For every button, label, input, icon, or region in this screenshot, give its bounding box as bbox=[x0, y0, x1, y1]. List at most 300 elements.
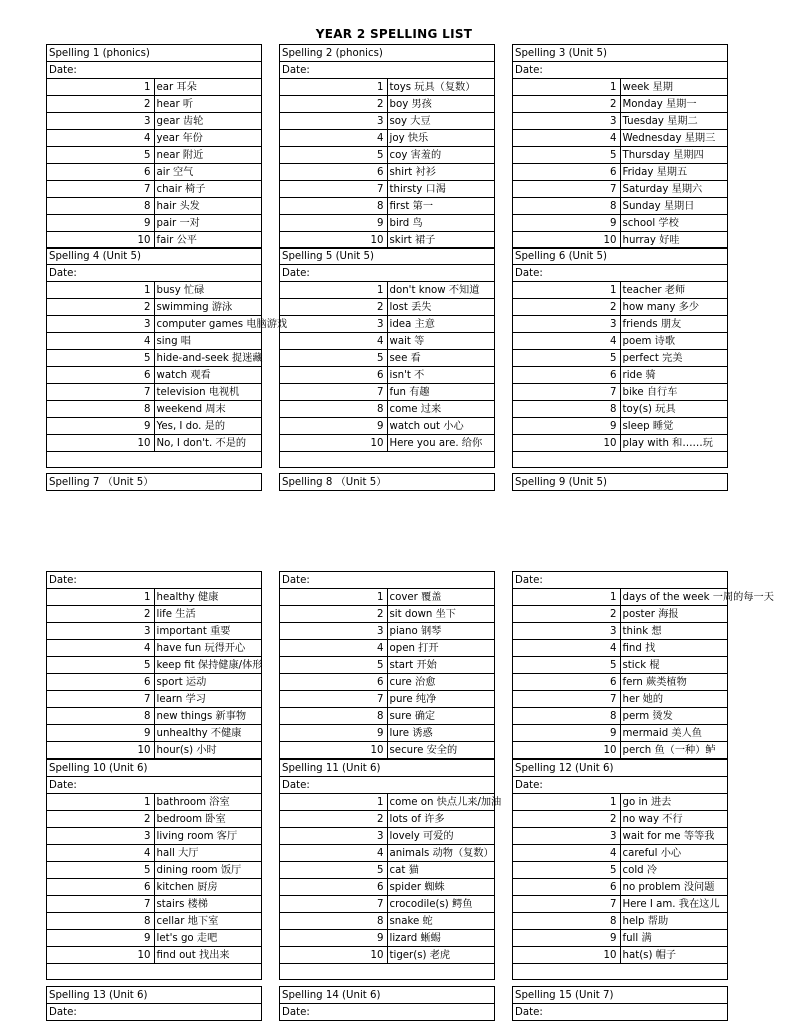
list-header: Spelling 15 (Unit 7) bbox=[513, 987, 728, 1004]
word-number: 1 bbox=[513, 589, 621, 606]
spelling-table-4-6 bbox=[46, 247, 728, 468]
list-header: Spelling 13 (Unit 6) bbox=[47, 987, 262, 1004]
word-number: 4 bbox=[513, 333, 621, 350]
word-entry: friends 朋友 bbox=[620, 316, 728, 333]
word-number: 6 bbox=[47, 164, 155, 181]
column-gap bbox=[262, 845, 280, 862]
word-number: 1 bbox=[280, 794, 388, 811]
column-gap bbox=[262, 384, 280, 401]
word-number: 6 bbox=[280, 164, 388, 181]
date-label: Date: bbox=[280, 62, 495, 79]
word-number: 6 bbox=[513, 367, 621, 384]
column-gap bbox=[262, 572, 280, 589]
blank-cell bbox=[280, 452, 495, 468]
header-row bbox=[47, 987, 728, 1004]
word-number: 7 bbox=[280, 384, 388, 401]
header-row bbox=[47, 248, 728, 265]
spelling-table-10-12 bbox=[46, 759, 728, 980]
word-row bbox=[47, 401, 728, 418]
word-entry: hear 听 bbox=[154, 96, 262, 113]
column-gap bbox=[495, 401, 513, 418]
word-entry: near 附近 bbox=[154, 147, 262, 164]
word-row bbox=[47, 418, 728, 435]
word-row bbox=[47, 708, 728, 725]
word-entry: no problem 没问题 bbox=[620, 879, 728, 896]
blank-cell bbox=[513, 964, 728, 980]
word-row bbox=[47, 913, 728, 930]
column-gap bbox=[262, 215, 280, 232]
word-number: 7 bbox=[47, 896, 155, 913]
list-header: Spelling 9 (Unit 5) bbox=[513, 474, 728, 491]
word-number: 8 bbox=[513, 401, 621, 418]
word-row bbox=[47, 282, 728, 299]
date-label: Date: bbox=[280, 777, 495, 794]
list-header: Spelling 4 (Unit 5) bbox=[47, 248, 262, 265]
column-gap bbox=[262, 913, 280, 930]
word-entry: stairs 楼梯 bbox=[154, 896, 262, 913]
column-gap bbox=[262, 418, 280, 435]
header-row bbox=[47, 760, 728, 777]
date-row bbox=[47, 1004, 728, 1021]
word-entry: fun 有趣 bbox=[387, 384, 495, 401]
word-entry: have fun 玩得开心 bbox=[154, 640, 262, 657]
column-gap bbox=[495, 1004, 513, 1021]
word-entry: new things 新事物 bbox=[154, 708, 262, 725]
word-entry: don't know 不知道 bbox=[387, 282, 495, 299]
column-gap bbox=[262, 113, 280, 130]
column-gap bbox=[495, 248, 513, 265]
column-gap bbox=[262, 367, 280, 384]
word-number: 10 bbox=[513, 742, 621, 759]
word-number: 3 bbox=[280, 623, 388, 640]
word-number: 10 bbox=[280, 435, 388, 452]
column-gap bbox=[495, 384, 513, 401]
word-entry: fern 蕨类植物 bbox=[620, 674, 728, 691]
word-entry: Monday 星期一 bbox=[620, 96, 728, 113]
word-entry: her 她的 bbox=[620, 691, 728, 708]
spelling-header-13-15 bbox=[46, 986, 728, 1021]
word-entry: Tuesday 星期二 bbox=[620, 113, 728, 130]
word-number: 7 bbox=[513, 896, 621, 913]
word-number: 4 bbox=[47, 130, 155, 147]
word-entry: open 打开 bbox=[387, 640, 495, 657]
list-header: Spelling 7 （Unit 5） bbox=[47, 474, 262, 491]
date-label: Date: bbox=[513, 777, 728, 794]
word-number: 5 bbox=[280, 862, 388, 879]
column-gap bbox=[262, 435, 280, 452]
column-gap bbox=[262, 828, 280, 845]
word-entry: healthy 健康 bbox=[154, 589, 262, 606]
word-entry: toys 玩具（复数） bbox=[387, 79, 495, 96]
word-entry: how many 多少 bbox=[620, 299, 728, 316]
word-entry: pure 纯净 bbox=[387, 691, 495, 708]
column-gap bbox=[495, 777, 513, 794]
date-label: Date: bbox=[280, 265, 495, 282]
word-entry: swimming 游泳 bbox=[154, 299, 262, 316]
word-row bbox=[47, 896, 728, 913]
word-entry: air 空气 bbox=[154, 164, 262, 181]
word-number: 6 bbox=[47, 367, 155, 384]
word-number: 8 bbox=[47, 401, 155, 418]
word-row bbox=[47, 947, 728, 964]
column-gap bbox=[262, 760, 280, 777]
word-entry: cold 冷 bbox=[620, 862, 728, 879]
word-row bbox=[47, 589, 728, 606]
word-number: 6 bbox=[47, 879, 155, 896]
word-number: 2 bbox=[513, 606, 621, 623]
word-number: 1 bbox=[47, 79, 155, 96]
spelling-table-1-3 bbox=[46, 44, 728, 249]
header-row bbox=[47, 45, 728, 62]
word-number: 8 bbox=[513, 708, 621, 725]
list-header: Spelling 10 (Unit 6) bbox=[47, 760, 262, 777]
word-number: 8 bbox=[513, 198, 621, 215]
column-gap bbox=[495, 181, 513, 198]
word-number: 4 bbox=[47, 640, 155, 657]
word-number: 1 bbox=[280, 282, 388, 299]
word-row bbox=[47, 862, 728, 879]
word-row bbox=[47, 930, 728, 947]
column-gap bbox=[495, 474, 513, 491]
word-number: 1 bbox=[47, 794, 155, 811]
column-gap bbox=[495, 215, 513, 232]
word-number: 7 bbox=[47, 181, 155, 198]
word-entry: lure 诱惑 bbox=[387, 725, 495, 742]
word-entry: bathroom 浴室 bbox=[154, 794, 262, 811]
word-number: 4 bbox=[280, 640, 388, 657]
word-entry: important 重要 bbox=[154, 623, 262, 640]
word-number: 3 bbox=[513, 316, 621, 333]
column-gap bbox=[262, 674, 280, 691]
word-entry: sleep 睡觉 bbox=[620, 418, 728, 435]
column-gap bbox=[495, 62, 513, 79]
word-number: 10 bbox=[280, 232, 388, 249]
word-entry: find 找 bbox=[620, 640, 728, 657]
column-gap bbox=[495, 589, 513, 606]
word-row bbox=[47, 828, 728, 845]
word-entry: cover 覆盖 bbox=[387, 589, 495, 606]
word-entry: joy 快乐 bbox=[387, 130, 495, 147]
word-number: 5 bbox=[47, 147, 155, 164]
column-gap bbox=[262, 282, 280, 299]
word-entry: perm 烫发 bbox=[620, 708, 728, 725]
date-label: Date: bbox=[47, 777, 262, 794]
word-entry: cure 治愈 bbox=[387, 674, 495, 691]
column-gap bbox=[495, 640, 513, 657]
column-gap bbox=[495, 452, 513, 468]
word-number: 7 bbox=[280, 896, 388, 913]
word-entry: see 看 bbox=[387, 350, 495, 367]
word-number: 2 bbox=[513, 96, 621, 113]
word-number: 3 bbox=[47, 828, 155, 845]
column-gap bbox=[495, 198, 513, 215]
word-entry: isn't 不 bbox=[387, 367, 495, 384]
word-entry: fair 公平 bbox=[154, 232, 262, 249]
word-number: 10 bbox=[47, 947, 155, 964]
column-gap bbox=[262, 198, 280, 215]
column-gap bbox=[262, 350, 280, 367]
word-number: 1 bbox=[280, 79, 388, 96]
word-number: 2 bbox=[280, 811, 388, 828]
word-number: 9 bbox=[47, 418, 155, 435]
column-gap bbox=[495, 845, 513, 862]
column-gap bbox=[262, 79, 280, 96]
list-header: Spelling 6 (Unit 5) bbox=[513, 248, 728, 265]
column-gap bbox=[262, 1004, 280, 1021]
word-number: 4 bbox=[47, 333, 155, 350]
word-entry: let's go 走吧 bbox=[154, 930, 262, 947]
word-number: 8 bbox=[47, 708, 155, 725]
word-entry: piano 钢琴 bbox=[387, 623, 495, 640]
word-number: 3 bbox=[513, 623, 621, 640]
word-entry: shirt 衬衫 bbox=[387, 164, 495, 181]
word-number: 5 bbox=[47, 862, 155, 879]
word-entry: lovely 可爱的 bbox=[387, 828, 495, 845]
word-entry: year 年份 bbox=[154, 130, 262, 147]
word-entry: spider 蜘蛛 bbox=[387, 879, 495, 896]
column-gap bbox=[262, 691, 280, 708]
word-row bbox=[47, 79, 728, 96]
column-gap bbox=[495, 947, 513, 964]
word-number: 2 bbox=[280, 606, 388, 623]
word-number: 10 bbox=[513, 232, 621, 249]
word-row bbox=[47, 333, 728, 350]
column-gap bbox=[262, 794, 280, 811]
word-entry: secure 安全的 bbox=[387, 742, 495, 759]
word-entry: lots of 许多 bbox=[387, 811, 495, 828]
word-entry: dining room 饭厅 bbox=[154, 862, 262, 879]
column-gap bbox=[262, 164, 280, 181]
word-number: 6 bbox=[280, 674, 388, 691]
column-gap bbox=[262, 725, 280, 742]
header-row bbox=[47, 474, 728, 491]
word-row bbox=[47, 130, 728, 147]
column-gap bbox=[495, 811, 513, 828]
word-number: 1 bbox=[47, 282, 155, 299]
column-gap bbox=[495, 623, 513, 640]
word-number: 1 bbox=[47, 589, 155, 606]
word-entry: gear 齿轮 bbox=[154, 113, 262, 130]
list-header: Spelling 12 (Unit 6) bbox=[513, 760, 728, 777]
word-entry: television 电视机 bbox=[154, 384, 262, 401]
word-entry: busy 忙碌 bbox=[154, 282, 262, 299]
word-number: 5 bbox=[47, 657, 155, 674]
word-row bbox=[47, 164, 728, 181]
column-gap bbox=[262, 401, 280, 418]
word-row bbox=[47, 181, 728, 198]
word-number: 9 bbox=[280, 215, 388, 232]
word-row bbox=[47, 691, 728, 708]
column-gap bbox=[495, 45, 513, 62]
word-entry: animals 动物（复数） bbox=[387, 845, 495, 862]
column-gap bbox=[495, 350, 513, 367]
word-row bbox=[47, 725, 728, 742]
word-entry: help 帮助 bbox=[620, 913, 728, 930]
word-number: 6 bbox=[513, 879, 621, 896]
word-number: 3 bbox=[280, 316, 388, 333]
column-gap bbox=[495, 113, 513, 130]
word-number: 3 bbox=[47, 113, 155, 130]
word-number: 6 bbox=[47, 674, 155, 691]
word-entry: living room 客厅 bbox=[154, 828, 262, 845]
word-entry: Sunday 星期日 bbox=[620, 198, 728, 215]
word-entry: cellar 地下室 bbox=[154, 913, 262, 930]
word-entry: stick 棍 bbox=[620, 657, 728, 674]
blank-cell bbox=[280, 964, 495, 980]
word-entry: sing 唱 bbox=[154, 333, 262, 350]
word-entry: lost 丢失 bbox=[387, 299, 495, 316]
word-number: 10 bbox=[280, 742, 388, 759]
column-gap bbox=[262, 589, 280, 606]
word-number: 3 bbox=[280, 113, 388, 130]
word-entry: Friday 星期五 bbox=[620, 164, 728, 181]
column-gap bbox=[495, 299, 513, 316]
word-row bbox=[47, 674, 728, 691]
word-entry: snake 蛇 bbox=[387, 913, 495, 930]
column-gap bbox=[495, 913, 513, 930]
word-row bbox=[47, 147, 728, 164]
column-gap bbox=[262, 879, 280, 896]
word-number: 2 bbox=[280, 299, 388, 316]
date-label: Date: bbox=[513, 62, 728, 79]
word-entry: computer games 电脑游戏 bbox=[154, 316, 262, 333]
word-entry: first 第一 bbox=[387, 198, 495, 215]
word-entry: play with 和……玩 bbox=[620, 435, 728, 452]
word-number: 2 bbox=[513, 299, 621, 316]
word-number: 10 bbox=[47, 742, 155, 759]
column-gap bbox=[495, 674, 513, 691]
word-number: 7 bbox=[280, 691, 388, 708]
word-number: 2 bbox=[513, 811, 621, 828]
word-number: 3 bbox=[513, 828, 621, 845]
column-gap bbox=[262, 265, 280, 282]
column-gap bbox=[262, 623, 280, 640]
word-entry: wait for me 等等我 bbox=[620, 828, 728, 845]
word-number: 2 bbox=[47, 96, 155, 113]
word-number: 9 bbox=[280, 930, 388, 947]
word-number: 9 bbox=[280, 418, 388, 435]
word-entry: ride 骑 bbox=[620, 367, 728, 384]
word-entry: watch 观看 bbox=[154, 367, 262, 384]
word-number: 4 bbox=[513, 130, 621, 147]
word-number: 3 bbox=[47, 623, 155, 640]
column-gap bbox=[262, 811, 280, 828]
column-gap bbox=[262, 708, 280, 725]
column-gap bbox=[495, 333, 513, 350]
word-entry: start 开始 bbox=[387, 657, 495, 674]
word-number: 8 bbox=[47, 198, 155, 215]
column-gap bbox=[262, 248, 280, 265]
column-gap bbox=[495, 164, 513, 181]
word-entry: hide-and-seek 捉迷藏 bbox=[154, 350, 262, 367]
column-gap bbox=[495, 79, 513, 96]
word-number: 2 bbox=[47, 299, 155, 316]
word-row bbox=[47, 299, 728, 316]
word-entry: days of the week 一周的每一天 bbox=[620, 589, 728, 606]
word-entry: hurray 好哇 bbox=[620, 232, 728, 249]
word-entry: sit down 坐下 bbox=[387, 606, 495, 623]
column-gap bbox=[495, 96, 513, 113]
word-entry: ear 耳朵 bbox=[154, 79, 262, 96]
date-row bbox=[47, 572, 728, 589]
word-row bbox=[47, 367, 728, 384]
word-number: 9 bbox=[47, 215, 155, 232]
word-entry: Wednesday 星期三 bbox=[620, 130, 728, 147]
word-entry: chair 椅子 bbox=[154, 181, 262, 198]
word-entry: careful 小心 bbox=[620, 845, 728, 862]
word-row bbox=[47, 198, 728, 215]
word-number: 2 bbox=[47, 606, 155, 623]
column-gap bbox=[262, 45, 280, 62]
word-entry: Saturday 星期六 bbox=[620, 181, 728, 198]
word-number: 7 bbox=[47, 384, 155, 401]
word-number: 5 bbox=[513, 657, 621, 674]
column-gap bbox=[495, 987, 513, 1004]
list-header: Spelling 8 （Unit 5） bbox=[280, 474, 495, 491]
word-number: 9 bbox=[513, 418, 621, 435]
word-number: 9 bbox=[513, 215, 621, 232]
blank-cell bbox=[513, 452, 728, 468]
word-row bbox=[47, 742, 728, 759]
column-gap bbox=[495, 265, 513, 282]
word-entry: sport 运动 bbox=[154, 674, 262, 691]
date-label: Date: bbox=[47, 62, 262, 79]
column-gap bbox=[495, 282, 513, 299]
column-gap bbox=[262, 657, 280, 674]
word-number: 4 bbox=[513, 640, 621, 657]
date-row bbox=[47, 265, 728, 282]
word-entry: teacher 老师 bbox=[620, 282, 728, 299]
word-number: 2 bbox=[280, 96, 388, 113]
word-entry: no way 不行 bbox=[620, 811, 728, 828]
word-number: 7 bbox=[513, 384, 621, 401]
word-number: 1 bbox=[280, 589, 388, 606]
date-label: Date: bbox=[47, 265, 262, 282]
page-title: YEAR 2 SPELLING LIST bbox=[315, 27, 473, 41]
word-entry: school 学校 bbox=[620, 215, 728, 232]
column-gap bbox=[495, 130, 513, 147]
word-row bbox=[47, 435, 728, 452]
column-gap bbox=[495, 435, 513, 452]
word-number: 9 bbox=[513, 725, 621, 742]
word-number: 1 bbox=[513, 282, 621, 299]
word-number: 1 bbox=[513, 79, 621, 96]
column-gap bbox=[262, 964, 280, 980]
column-gap bbox=[495, 862, 513, 879]
word-number: 5 bbox=[513, 350, 621, 367]
word-number: 9 bbox=[280, 725, 388, 742]
word-entry: bird 鸟 bbox=[387, 215, 495, 232]
word-entry: idea 主意 bbox=[387, 316, 495, 333]
date-label: Date: bbox=[513, 265, 728, 282]
word-number: 5 bbox=[513, 862, 621, 879]
column-gap bbox=[495, 316, 513, 333]
word-row bbox=[47, 350, 728, 367]
list-header: Spelling 14 (Unit 6) bbox=[280, 987, 495, 1004]
date-label: Date: bbox=[513, 572, 728, 589]
column-gap bbox=[262, 930, 280, 947]
word-number: 9 bbox=[47, 930, 155, 947]
blank-row bbox=[47, 452, 728, 468]
word-row bbox=[47, 232, 728, 249]
word-entry: unhealthy 不健康 bbox=[154, 725, 262, 742]
column-gap bbox=[262, 62, 280, 79]
word-row bbox=[47, 845, 728, 862]
word-number: 8 bbox=[280, 198, 388, 215]
list-header: Spelling 11 (Unit 6) bbox=[280, 760, 495, 777]
date-label: Date: bbox=[280, 1004, 495, 1021]
column-gap bbox=[495, 657, 513, 674]
